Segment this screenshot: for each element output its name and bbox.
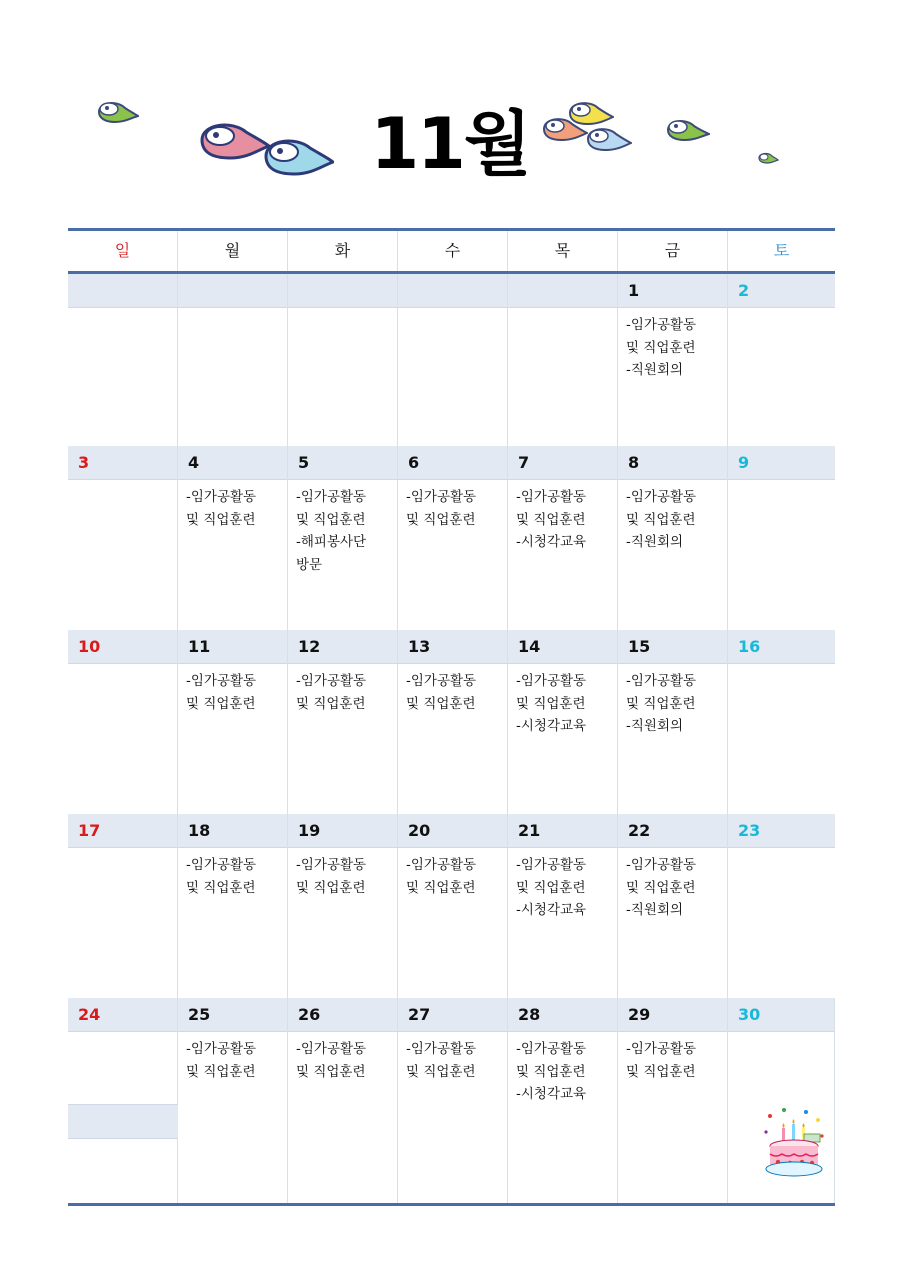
day-events: -임가공활동 및 직업훈련 -시청각교육: [516, 857, 587, 918]
day-number: 8: [618, 446, 727, 480]
day-events: -임가공활동 및 직업훈련 -해피봉사단 방문: [296, 489, 367, 573]
calendar-day: [728, 814, 835, 998]
calendar-day: [728, 630, 835, 814]
calendar-day: [68, 274, 178, 446]
calendar-day: [178, 446, 288, 630]
calendar-day: [618, 274, 728, 446]
day-number: 26: [288, 998, 397, 1032]
calendar-day: [288, 630, 398, 814]
day-number: 22: [618, 814, 727, 848]
calendar-day: [508, 998, 618, 1203]
calendar-day: [288, 446, 398, 630]
day-number: 10: [68, 630, 177, 664]
day-number: 1: [618, 274, 727, 308]
day-events: -임가공활동 및 직업훈련: [186, 673, 257, 712]
calendar-week: [68, 446, 835, 630]
day-number: 5: [288, 446, 397, 480]
day-events: -임가공활동 및 직업훈련: [296, 1041, 367, 1080]
day-events: [68, 308, 177, 314]
calendar-day: [68, 814, 178, 998]
calendar-day: [398, 814, 508, 998]
calendar-day: [398, 274, 508, 446]
day-number: 18: [178, 814, 287, 848]
day-number: 23: [728, 814, 835, 848]
calendar-day: [68, 630, 178, 814]
day-events: -임가공활동 및 직업훈련: [626, 1041, 697, 1080]
day-events: [728, 480, 835, 486]
day-events: -임가공활동 및 직업훈련 -직원회의: [626, 489, 697, 550]
day-number: 24: [68, 998, 177, 1032]
day-events: [68, 480, 177, 486]
calendar-day: [508, 446, 618, 630]
weekday-header-row: [68, 231, 835, 274]
calendar-day: [728, 274, 835, 446]
sunday-extra-band: [68, 1104, 178, 1139]
calendar-week: [68, 814, 835, 998]
calendar-day: [178, 814, 288, 998]
day-number: 19: [288, 814, 397, 848]
day-events: -임가공활동 및 직업훈련: [186, 1041, 257, 1080]
weekday-thursday: 목: [508, 231, 618, 271]
day-events: [728, 1032, 834, 1038]
day-number: 11: [178, 630, 287, 664]
calendar-day: [288, 998, 398, 1203]
calendar-day: [398, 998, 508, 1203]
calendar-week: [68, 998, 835, 1203]
day-number: 9: [728, 446, 835, 480]
day-number: 14: [508, 630, 617, 664]
day-number: [178, 274, 287, 308]
day-events: -임가공활동 및 직업훈련: [406, 1041, 477, 1080]
calendar-day: [508, 814, 618, 998]
calendar-day: [178, 630, 288, 814]
day-events: [178, 308, 287, 314]
calendar-day: [618, 998, 728, 1203]
day-number: 25: [178, 998, 287, 1032]
calendar-day: [178, 274, 288, 446]
day-events: -임가공활동 및 직업훈련 -시청각교육: [516, 1041, 587, 1102]
day-events: -임가공활동 및 직업훈련: [186, 857, 257, 896]
calendar-week: [68, 274, 835, 446]
day-number: 20: [398, 814, 507, 848]
day-events: -임가공활동 및 직업훈련 -직원회의: [626, 857, 697, 918]
day-number: 30: [728, 998, 834, 1032]
weekday-monday: 월: [178, 231, 288, 271]
day-events: -임가공활동 및 직업훈련: [186, 489, 257, 528]
calendar-day: [728, 998, 835, 1203]
calendar-day: [618, 630, 728, 814]
day-number: [68, 274, 177, 308]
weekday-friday: 금: [618, 231, 728, 271]
calendar-day: [288, 274, 398, 446]
day-events: [728, 664, 835, 670]
day-number: 7: [508, 446, 617, 480]
day-events: -임가공활동 및 직업훈련: [406, 857, 477, 896]
day-events: -임가공활동 및 직업훈련: [296, 673, 367, 712]
day-number: [288, 274, 397, 308]
day-events: [728, 308, 835, 314]
calendar-day: [288, 814, 398, 998]
calendar-table: [68, 228, 835, 1206]
weekday-wednesday: 수: [398, 231, 508, 271]
calendar-day: [618, 446, 728, 630]
day-events: [728, 848, 835, 854]
day-number: 12: [288, 630, 397, 664]
day-number: 27: [398, 998, 507, 1032]
weekday-tuesday: 화: [288, 231, 398, 271]
day-number: 13: [398, 630, 507, 664]
calendar-day: [398, 446, 508, 630]
day-events: -임가공활동 및 직업훈련: [406, 673, 477, 712]
calendar-day: [178, 998, 288, 1203]
day-number: 4: [178, 446, 287, 480]
day-number: [508, 274, 617, 308]
day-number: 15: [618, 630, 727, 664]
day-number: 21: [508, 814, 617, 848]
day-events: [68, 664, 177, 670]
calendar-day: [508, 630, 618, 814]
birthday-cake-icon: [762, 1106, 826, 1188]
day-number: 3: [68, 446, 177, 480]
day-events: -임가공활동 및 직업훈련 -직원회의: [626, 673, 697, 734]
weekday-sunday: 일: [68, 231, 178, 271]
day-events: -임가공활동 및 직업훈련: [296, 857, 367, 896]
day-number: 2: [728, 274, 835, 308]
day-number: 17: [68, 814, 177, 848]
day-events: -임가공활동 및 직업훈련 -시청각교육: [516, 489, 587, 550]
page-title: 11월: [370, 103, 530, 185]
calendar-week: [68, 630, 835, 814]
day-number: [398, 274, 507, 308]
day-number: 6: [398, 446, 507, 480]
day-number: 16: [728, 630, 835, 664]
calendar-day: [68, 998, 178, 1203]
day-events: [508, 308, 617, 314]
calendar-day: [508, 274, 618, 446]
day-events: [68, 848, 177, 854]
day-number: 29: [618, 998, 727, 1032]
day-events: [398, 308, 507, 314]
day-number: 28: [508, 998, 617, 1032]
calendar-day: [618, 814, 728, 998]
day-events: [288, 308, 397, 314]
day-events: [68, 1032, 177, 1038]
weekday-saturday: 토: [773, 241, 790, 260]
day-events: -임가공활동 및 직업훈련 -직원회의: [626, 317, 697, 378]
calendar-day: [398, 630, 508, 814]
calendar-day: [68, 446, 178, 630]
calendar-day: [728, 446, 835, 630]
day-events: -임가공활동 및 직업훈련 -시청각교육: [516, 673, 587, 734]
day-events: -임가공활동 및 직업훈련: [406, 489, 477, 528]
